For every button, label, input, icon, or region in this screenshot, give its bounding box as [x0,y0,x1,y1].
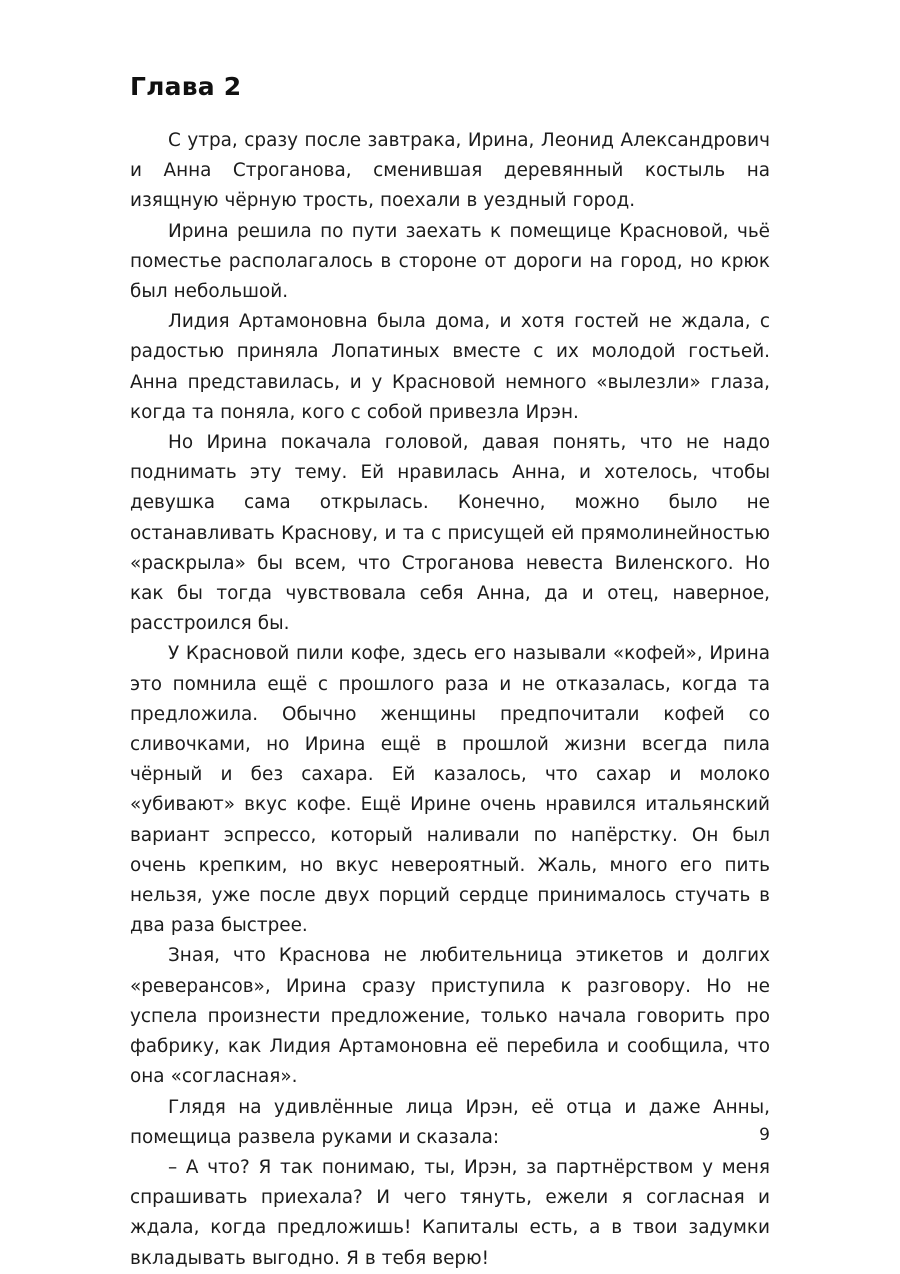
paragraph: Лидия Артамоновна была дома, и хотя гостей не ждала, с радостью приняла Лопатиных вместе с их молодой гостьей. Анна представилась, и у Красновой немного «вылезли» глаза, когда та поняла, кого с собой привезла Ирэн. [130,311,770,423]
paragraph-dialogue: – А что? Я так понимаю, ты, Ирэн, за партнёрством у меня спрашивать приехала? И чего тянуть, ежели я согласная и ждала, когда предложишь! Капиталы есть, а в твои задумки вкладывать выгодно. Я в тебя верю! [130,1156,770,1269]
paragraph: Зная, что Краснова не любительница этикетов и долгих «реверансов», Ирина сразу приступила к разговору. Но не успела произнести предложение, только начала говорить про фабрику, как Лидия Артамоновна её перебила и сообщила, что она «согласная». [130,945,770,1088]
paragraph: Ирина решила по пути заехать к помещице Красновой, чьё поместье располагалось в стороне от дороги на город, но крюк был небольшой. [130,220,770,303]
chapter-title: Глава 2 [130,72,242,101]
paragraph: С утра, сразу после завтрака, Ирина, Леонид Александрович и Анна Строганова, сменившая деревянный костыль на изящную чёрную трость, поехали в уездный город. [130,130,770,212]
page-number: 9 [759,1125,770,1145]
paragraph: Но Ирина покачала головой, давая понять, что не надо поднимать эту тему. Ей нравилась Анна, и хотелось, чтобы девушка сама открылась. Конечно, можно было не останавливать Краснову, и та с присущей ей прямолинейностью «раскрыла» бы всем, что Строганова невеста Виленского. Но как бы тогда чувствовала себя Анна, да и отец, наверное, расстроился бы. [130,432,770,635]
body-text [130,126,770,1274]
page-content [130,72,770,1274]
paragraph: У Красновой пили кофе, здесь его называли «кофей», Ирина это помнила ещё с прошлого раза и не отказалась, когда та предложила. Обычно женщины предпочитали кофей со сливочками, но Ирина ещё в прошлой жизни всегда пила чёрный и без сахара. Ей казалось, что сахар и молоко «убивают» вкус кофе. Ещё Ирине очень нравился итальянский вариант эспрессо, который наливали по напёрстку. Он был очень крепким, но вкус невероятный. Жаль, много его пить нельзя, уже после двух порций сердце принималось стучать в два раза быстрее. [130,643,770,937]
paragraph: Глядя на удивлённые лица Ирэн, её отца и даже Анны, помещица развела руками и сказала: [130,1096,770,1148]
